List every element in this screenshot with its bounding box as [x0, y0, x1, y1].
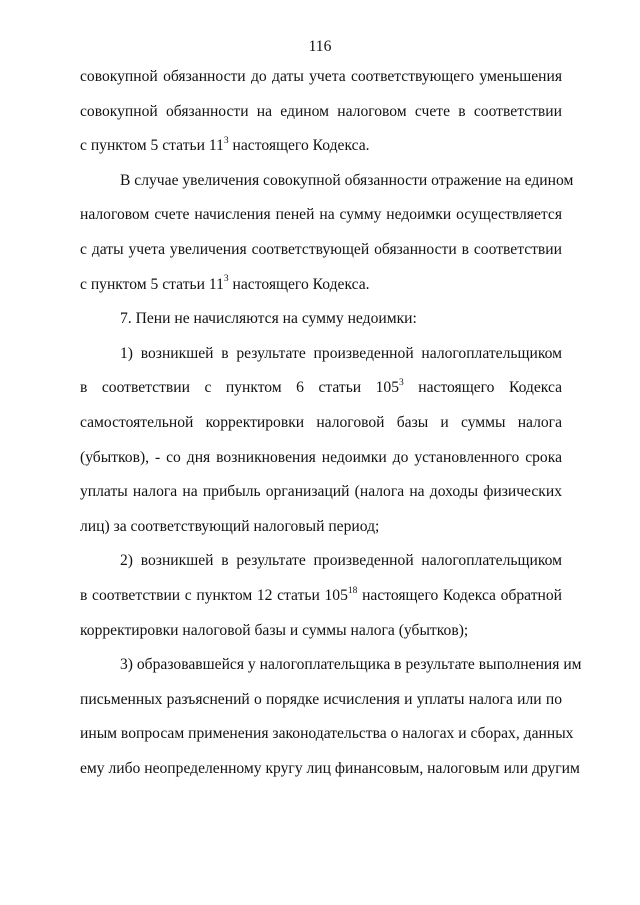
text-line: корректировки налоговой базы и суммы налога (убытков); — [80, 621, 469, 639]
text-line: совокупной обязанности до даты учета соответствующего уменьшения — [80, 68, 562, 85]
superscript: 18 — [347, 585, 358, 596]
page-number: 116 — [308, 38, 332, 55]
body-text — [80, 60, 582, 786]
text-line: письменных разъяснений о порядке исчисления и уплаты налога или по — [80, 690, 562, 708]
list-item-1: 1) возникшей в результате произведенной налогоплательщиком — [120, 344, 562, 362]
superscript: 3 — [399, 378, 404, 389]
text-line: самостоятельной корректировки налоговой базы и суммы налога — [80, 413, 562, 431]
text-line: совокупной обязанности на едином налоговом счете в соответствии — [80, 102, 562, 120]
text-line: лиц) за соответствующий налоговый период; — [80, 517, 380, 535]
list-item-2: 2) возникшей в результате произведенной налогоплательщиком — [120, 552, 562, 570]
text-line: (убытков), - со дня возникновения недоимки до установленного срока — [80, 448, 562, 466]
text-line: в соответствии с пунктом 6 статьи $105^3$ настоящего Кодекса — [80, 378, 562, 397]
text-line: в соответствии с пунктом 12 статьи $105^{18}$ настоящего Кодекса обратной — [80, 585, 562, 604]
text-line: иным вопросам применения законодательства о налогах и сборах, данных — [80, 725, 574, 743]
text-line: уплаты налога на прибыль организаций (налога на доходы физических — [80, 483, 562, 501]
section-heading: 7. Пени не начисляются на сумму недоимки: — [120, 310, 417, 328]
text-line: с пунктом 5 статьи $11^3$ настоящего Кодекса. — [80, 274, 370, 293]
text-line: с пунктом 5 статьи $11^3$ настоящего Кодекса. — [80, 136, 370, 155]
superscript: 3 — [223, 136, 229, 146]
superscript: 3 — [223, 274, 229, 285]
list-item-3: 3) образовавшейся у налогоплательщика в результате выполнения им — [120, 656, 582, 674]
text-line: налоговом счете начисления пеней на сумму недоимки осуществляется — [80, 206, 562, 224]
paragraph-first-line: В случае увеличения совокупной обязанности отражение на едином — [120, 171, 574, 189]
text-line: с даты учета увеличения соответствующей обязанности в соответствии — [80, 240, 562, 258]
text-line: ему либо неопределенному кругу лиц финансовым, налоговым или другим — [80, 759, 580, 777]
